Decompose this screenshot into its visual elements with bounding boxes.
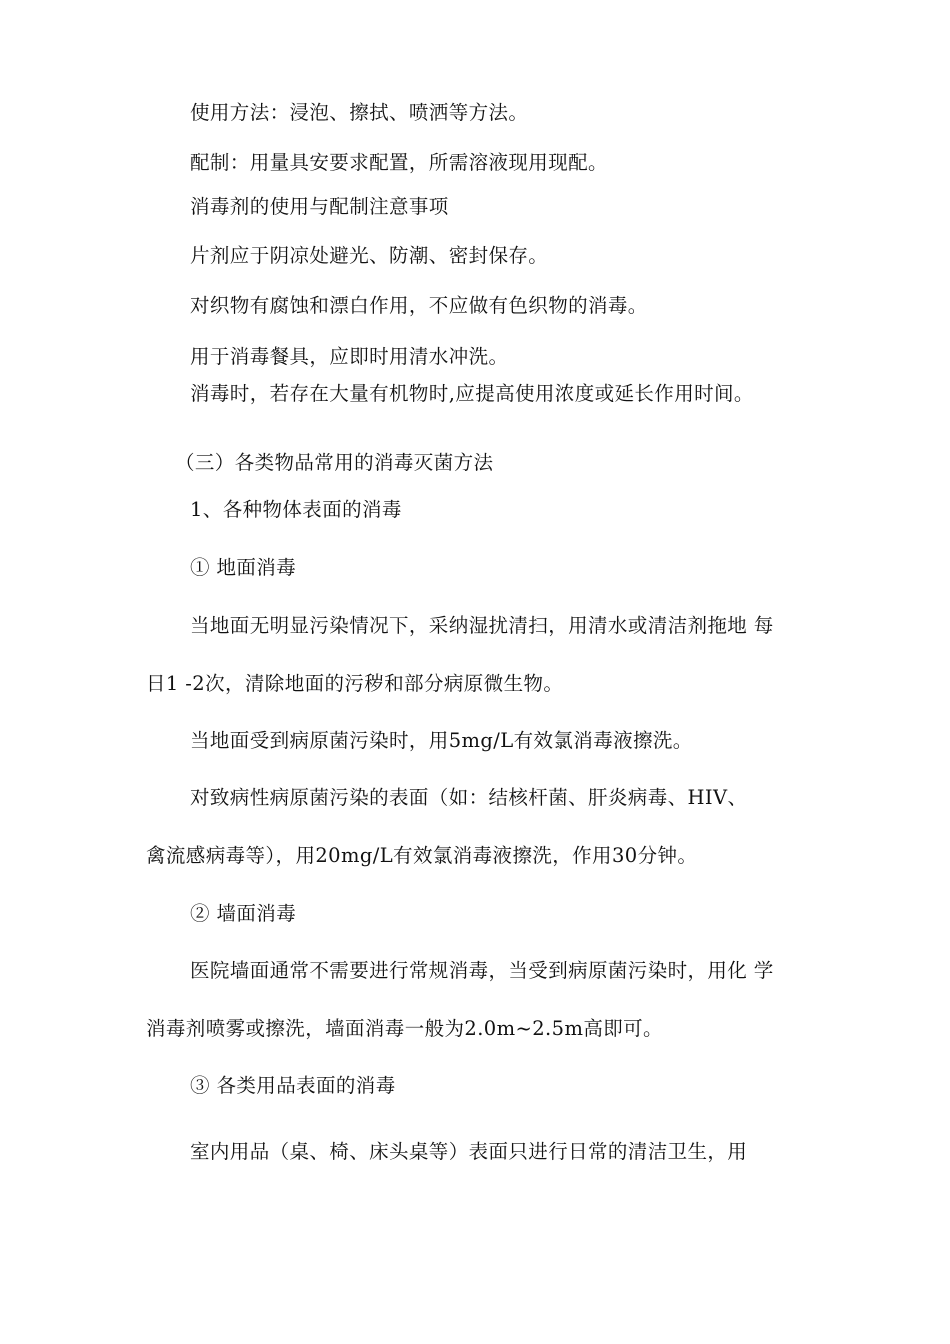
usage-method-line: 使用方法：浸泡、擦拭、喷洒等方法。 [190, 101, 529, 124]
wall-disinfection-heading: ② 墙面消毒 [190, 902, 297, 925]
items-surface-heading: ③ 各类用品表面的消毒 [190, 1074, 396, 1097]
wall-paragraph-line-2: 消毒剂喷雾或擦洗，墙面消毒一般为2.0m~2.5m高即可。 [146, 1017, 663, 1040]
pathogenic-surface-line-2: 禽流感病毒等），用20mg/L有效氯消毒液擦洗，作用30分钟。 [146, 844, 698, 867]
surface-disinfection-heading: 1、各种物体表面的消毒 [190, 498, 402, 521]
section-three-heading: （三）各类物品常用的消毒灭菌方法 [175, 451, 494, 474]
tableware-rinse-line: 用于消毒餐具，应即时用清水冲洗。 [190, 345, 509, 368]
fabric-warning-line: 对织物有腐蚀和漂白作用，不应做有色织物的消毒。 [190, 294, 648, 317]
floor-paragraph-line-2: 日1 -2次，清除地面的污秽和部分病原微生物。 [146, 672, 564, 695]
floor-contaminated-line: 当地面受到病原菌污染时，用5mg/L有效氯消毒液擦洗。 [190, 729, 693, 752]
tablet-storage-line: 片剂应于阴凉处避光、防潮、密封保存。 [190, 244, 549, 267]
precautions-heading: 消毒剂的使用与配制注意事项 [190, 195, 449, 218]
pathogenic-surface-line-1: 对致病性病原菌污染的表面（如：结核杆菌、肝炎病毒、HIV、 [190, 786, 748, 809]
preparation-line: 配制：用量具安要求配置，所需溶液现用现配。 [190, 151, 608, 174]
wall-paragraph-line-1: 医院墙面通常不需要进行常规消毒，当受到病原菌污染时，用化 学 [190, 959, 774, 982]
floor-paragraph-line-1: 当地面无明显污染情况下，采纳湿扰清扫，用清水或清洁剂拖地 每 [190, 614, 774, 637]
floor-disinfection-heading: ① 地面消毒 [190, 556, 297, 579]
indoor-items-line: 室内用品（桌、椅、床头桌等）表面只进行日常的清洁卫生，用 [190, 1140, 748, 1163]
organic-matter-line: 消毒时，若存在大量有机物时,应提高使用浓度或延长作用时间。 [190, 382, 754, 405]
